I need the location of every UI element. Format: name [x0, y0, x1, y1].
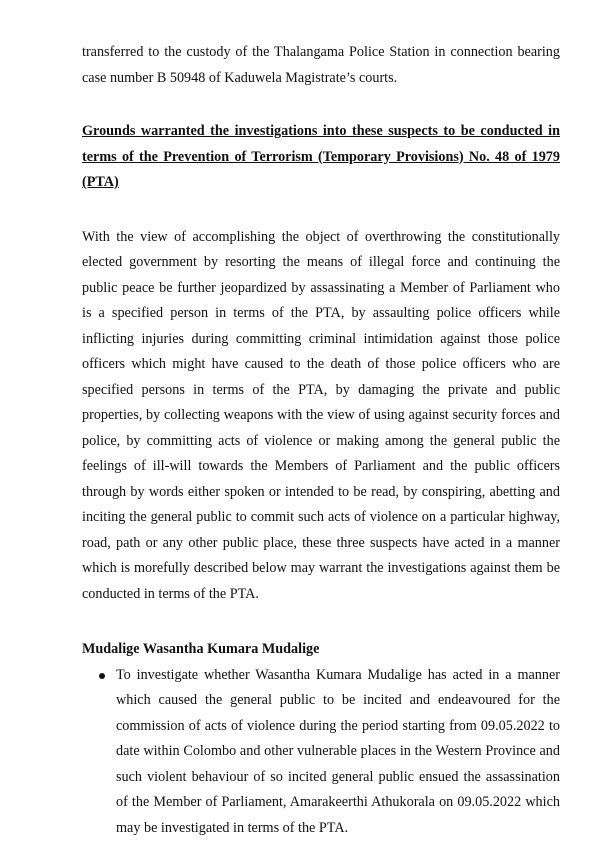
body-paragraph: With the view of accomplishing the object of overthrowing the constitutionally elected government by resorting the means of illegal force and continuing the public peace be further jeopardized by assassinating a Member of Parliament who is a specified person in terms of the PTA, by assaulting police officers while inflicting injuries during committing criminal intimidation against those police officers which might have caused to the death of those police officers who are specified persons in terms of the PTA, by damaging the private and public properties, by collecting weapons with the view of using against security forces and police, by committing acts of violence or making among the general public the feelings of ill-will towards the Members of Parliament and the public officers through by words either spoken or intended to be read, by conspiring, abetting and inciting the general public to commit such acts of violence on a particular highway, road, path or any other public place, these three suspects have acted in a manner which is morefully described below may warrant the investigations against them be conducted in terms of the PTA. — [82, 225, 560, 608]
intro-paragraph: transferred to the custody of the Thalangama Police Station in connection bearing case number B 50948 of Kaduwela Magistrate’s courts. — [82, 40, 560, 91]
bullet-icon — [99, 673, 105, 679]
document-page — [82, 40, 560, 841]
list-item — [82, 663, 560, 841]
suspect-heading: Mudalige Wasantha Kumara Mudalige — [82, 637, 560, 663]
section-heading: Grounds warranted the investigations into these suspects to be conducted in terms of the Prevention of Terrorism (Temporary Provisions) No. 48 of 1979 (PTA) — [82, 119, 560, 196]
bullet-text: To investigate whether Wasantha Kumara Mudalige has acted in a manner which caused the general public to be incited and endeavoured for the commission of acts of violence during the period starting from 09.05.2022 to date within Colombo and other vulnerable places in the Western Province and such violent behaviour of so incited general public ensued the assassination of the Member of Parliament, Amarakeerthi Athukorala on 09.05.2022 which may be investigated in terms of the PTA. — [116, 663, 560, 841]
bullet-list — [82, 663, 560, 841]
